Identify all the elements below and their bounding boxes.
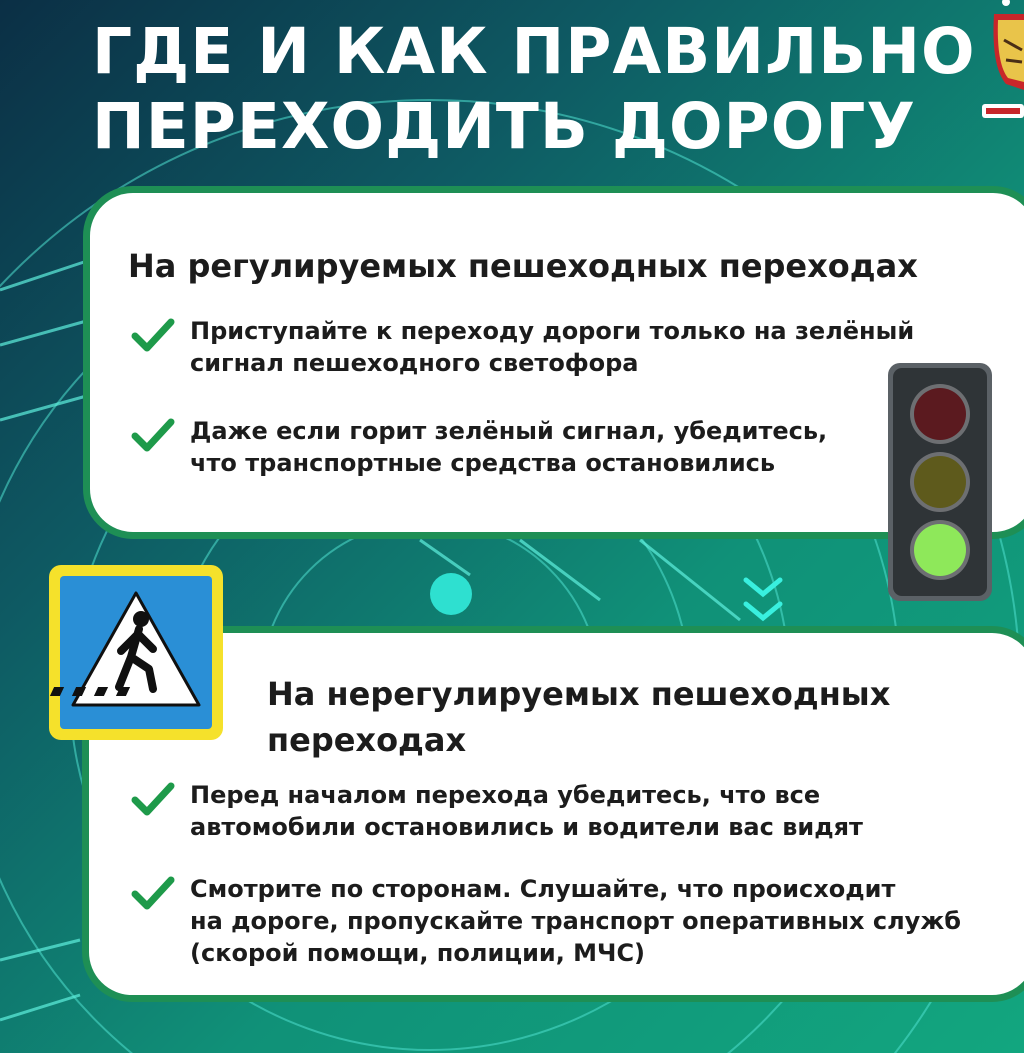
unregulated-item-1-text: Перед началом перехода убедитесь, что все автомобили остановились и водители вас видят — [190, 781, 863, 841]
regulated-crossing-card — [83, 186, 1024, 539]
unregulated-heading: На нерегулируемых пешеходных переходах — [267, 675, 891, 759]
title-line-1: ГДЕ И КАК ПРАВИЛЬНО — [92, 15, 976, 88]
regulated-item-1-text: Приступайте к переходу дороги только на зелёный сигнал пешеходного светофора — [190, 317, 915, 377]
chevron-down-icon — [740, 574, 786, 626]
check-icon — [130, 417, 176, 453]
traffic-light-icon — [887, 362, 993, 602]
regulated-item-2 — [130, 415, 827, 479]
unregulated-item-2 — [130, 873, 961, 969]
regulated-item-2-text: Даже если горит зелёный сигнал, убедитесь, что транспортные средства остановились — [190, 417, 828, 477]
regulated-item-1 — [130, 315, 914, 379]
page-title — [92, 14, 976, 164]
check-icon — [130, 317, 176, 353]
regulated-heading: На регулируемых пешеходных переходах — [128, 247, 918, 285]
unregulated-item-2-text: Смотрите по сторонам. Слушайте, что происходит на дороге, пропускайте транспорт оперативных служб (скорой помощи, полиции, МЧС) — [190, 875, 961, 967]
emblem-icon — [976, 0, 1024, 130]
pedestrian-crossing-sign-icon — [49, 565, 223, 740]
check-icon — [130, 781, 176, 817]
decorative-dot — [430, 573, 472, 615]
unregulated-item-1 — [130, 779, 863, 843]
title-line-2: ПЕРЕХОДИТЬ ДОРОГУ — [92, 90, 916, 163]
unregulated-crossing-card — [82, 626, 1024, 1002]
check-icon — [130, 875, 176, 911]
